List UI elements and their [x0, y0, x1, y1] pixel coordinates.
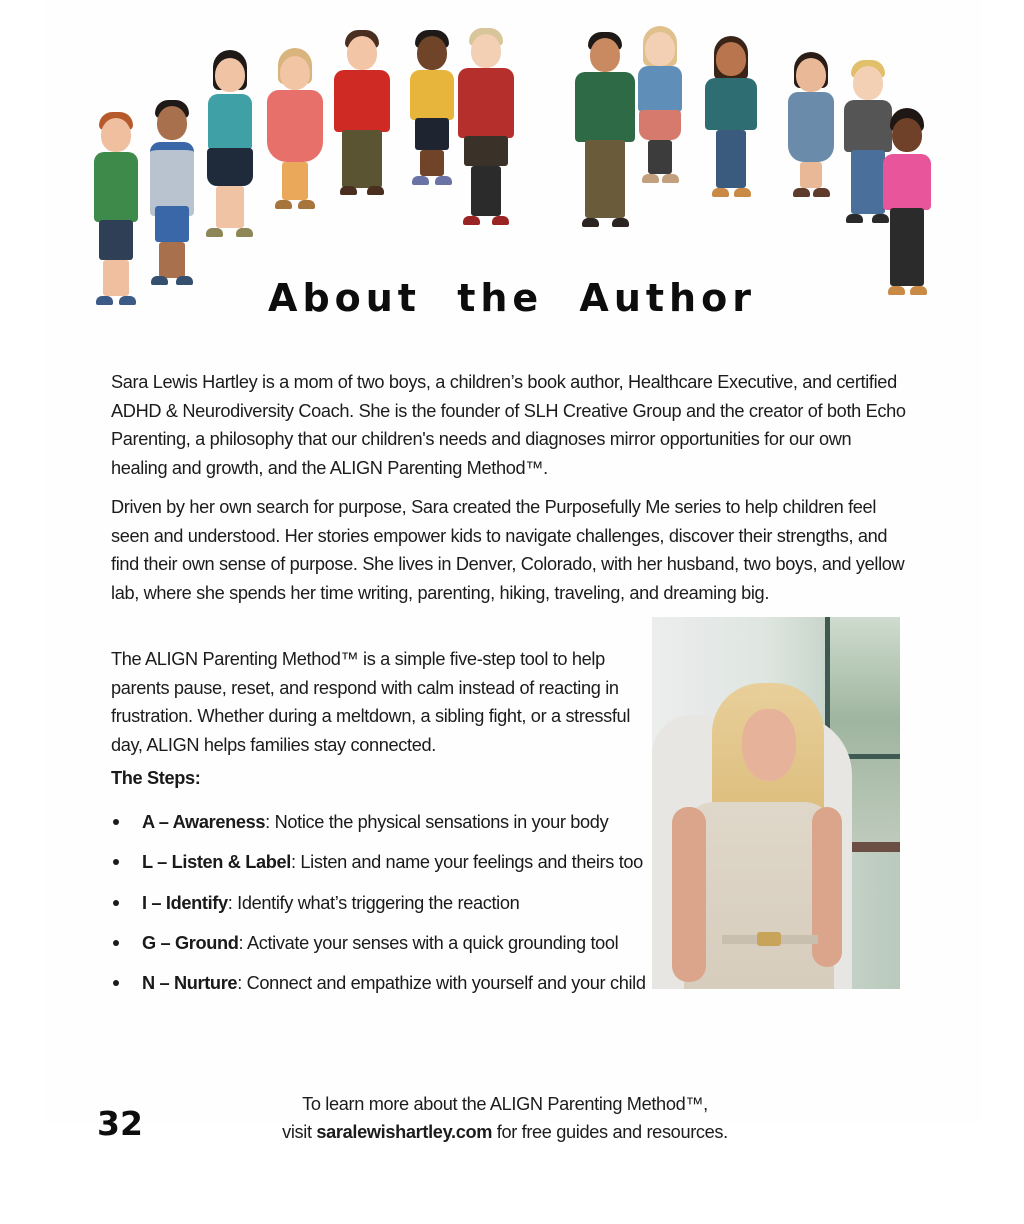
footer-text: visit	[282, 1122, 317, 1142]
author-arm	[672, 807, 706, 982]
child-figure	[143, 100, 201, 295]
step-description: : Identify what’s triggering the reaction	[227, 892, 520, 913]
step-description: : Notice the physical sensations in your body	[265, 812, 609, 832]
child-figure	[786, 52, 836, 202]
bullet-icon	[113, 819, 119, 825]
bullet-icon	[113, 859, 119, 865]
step-description: : Listen and name your feelings and theirs too	[291, 852, 643, 873]
steps-heading: The Steps:	[111, 768, 201, 788]
footer-line-1: To learn more about the ALIGN Parenting Method™,	[302, 1094, 708, 1114]
footer-note	[0, 1090, 1010, 1146]
step-item-identify	[111, 889, 651, 929]
belt-buckle	[757, 932, 781, 946]
bio-paragraph-1: Sara Lewis Hartley is a mom of two boys, a children’s book author, Healthcare Executive, and certified ADHD & Neurodiversity Coach. She is the founder of SLH Creative Group and the creator of both Echo Parenting, a philosophy that our children's needs and diagnoses mirror opportunities for our own healing and growth, and the ALIGN Parenting Method™.	[111, 372, 906, 478]
page-number: 32	[97, 1104, 143, 1143]
bullet-icon	[113, 900, 119, 906]
child-figure	[200, 50, 260, 245]
bio-paragraph-2: Driven by her own search for purpose, Sara created the Purposefully Me series to help children feel seen and understood. Her stories empower kids to navigate challenges, discover their strengths, and find their own sense of purpose. She lives in Denver, Colorado, with her husband, two boys, and yellow lab, where she spends her time writing, parenting, hiking, traveling, and dreaming big.	[111, 497, 905, 603]
step-item-awareness	[111, 808, 651, 848]
child-figure	[404, 30, 460, 190]
method-intro-paragraph: The ALIGN Parenting Method™ is a simple five-step tool to help parents pause, reset, and respond with calm instead of reacting in frustration. Whether during a meltdown, a sibling fight, or a stressful day, ALIGN helps families stay connected.	[111, 649, 631, 755]
child-figure	[700, 36, 762, 201]
page-title: About the Author	[268, 276, 756, 320]
footer-text: for free guides and resources.	[492, 1122, 728, 1142]
step-description: : Connect and empathize with yourself and your child	[237, 973, 646, 994]
child-figure	[572, 32, 638, 232]
step-item-nurture	[111, 969, 651, 1009]
step-term: G – Ground	[142, 932, 239, 953]
bullet-icon	[113, 980, 119, 986]
step-term: N – Nurture	[142, 973, 238, 994]
child-figure	[332, 30, 392, 200]
bullet-icon	[113, 940, 119, 946]
step-term: L – Listen & Label	[142, 852, 292, 873]
step-description: : Activate your senses with a quick grounding tool	[238, 932, 619, 953]
child-figure	[265, 48, 325, 218]
footer-line-2	[0, 1118, 1010, 1146]
child-figure	[635, 26, 685, 191]
step-item-ground	[111, 929, 651, 969]
step-term: A – Awareness	[142, 812, 266, 832]
step-term: I – Identify	[142, 892, 228, 913]
website-link[interactable]: saralewishartley.com	[316, 1122, 493, 1142]
step-item-listen-label	[111, 848, 651, 888]
child-figure	[455, 28, 517, 233]
author-face	[742, 709, 796, 781]
author-photo	[652, 617, 900, 989]
steps-list	[111, 808, 651, 1009]
